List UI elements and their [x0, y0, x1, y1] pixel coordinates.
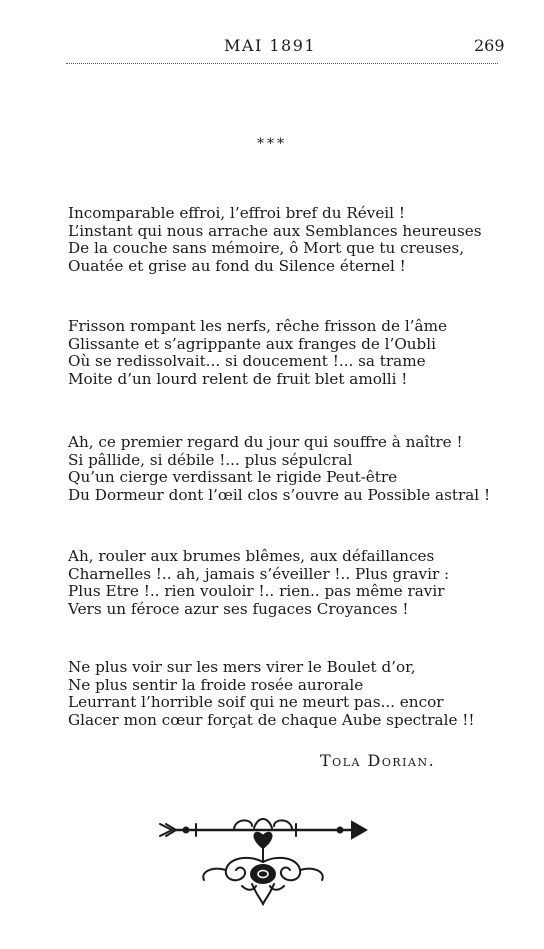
stanza-1: [68, 205, 482, 275]
verse-line: Plus Etre !.. rien vouloir !.. rien.. pas même ravir: [68, 582, 445, 600]
verse-line: Glissante et s’agrippante aux franges de l’Oubli: [68, 334, 436, 353]
verse-line: Du Dormeur dont l’œil clos s’ouvre au Possible astral !: [68, 485, 491, 504]
verse-line: Moite d’un lourd relent de fruit blet amolli !: [68, 369, 408, 388]
verse-line: Charnelles !.. ah, jamais s’éveiller !.. Plus gravir :: [68, 564, 450, 583]
verse-line: Glacer mon cœur forçat de chaque Aube spectrale !!: [68, 710, 475, 729]
stanza-3: [68, 434, 490, 504]
verse-line: Ouatée et grise au fond du Silence éternel !: [68, 256, 406, 275]
running-title: MAI 1891: [224, 36, 317, 55]
verse-line: Ah, ce premier regard du jour qui souffre à naître !: [68, 433, 463, 451]
page-number: 269: [474, 36, 505, 55]
verse-line: Ne plus voir sur les mers virer le Boulet d’or,: [68, 658, 416, 676]
verse-line: Vers un féroce azur ses fugaces Croyances !: [68, 599, 409, 618]
verse-line: L’instant qui nous arrache aux Semblances heureuses: [68, 221, 482, 240]
verse-line: De la couche sans mémoire, ô Mort que tu creuses,: [68, 239, 465, 257]
vignette-ornament-icon: [156, 814, 370, 906]
verse-line: Ne plus sentir la froide rosée aurorale: [68, 675, 364, 694]
section-asterisks: ***: [257, 136, 287, 152]
author-signature: Tola Dorian.: [320, 751, 436, 770]
verse-line: Où se redissolvait... si doucement !... sa trame: [68, 352, 426, 370]
running-head: [0, 36, 544, 60]
stanza-5: [68, 659, 474, 729]
stanza-2: [68, 318, 447, 388]
verse-line: Leurrant l’horrible soif qui ne meurt pas... encor: [68, 693, 444, 711]
verse-line: Ah, rouler aux brumes blêmes, aux défaillances: [68, 547, 435, 565]
header-rule: [66, 63, 498, 64]
verse-line: Si pâllide, si débile !... plus sépulcral: [68, 450, 353, 469]
verse-line: Frisson rompant les nerfs, rêche frisson de l’âme: [68, 317, 447, 335]
verse-line: Incomparable effroi, l’effroi bref du Réveil !: [68, 204, 405, 222]
verse-line: Qu’un cierge verdissant le rigide Peut-être: [68, 468, 398, 486]
stanza-4: [68, 548, 449, 618]
